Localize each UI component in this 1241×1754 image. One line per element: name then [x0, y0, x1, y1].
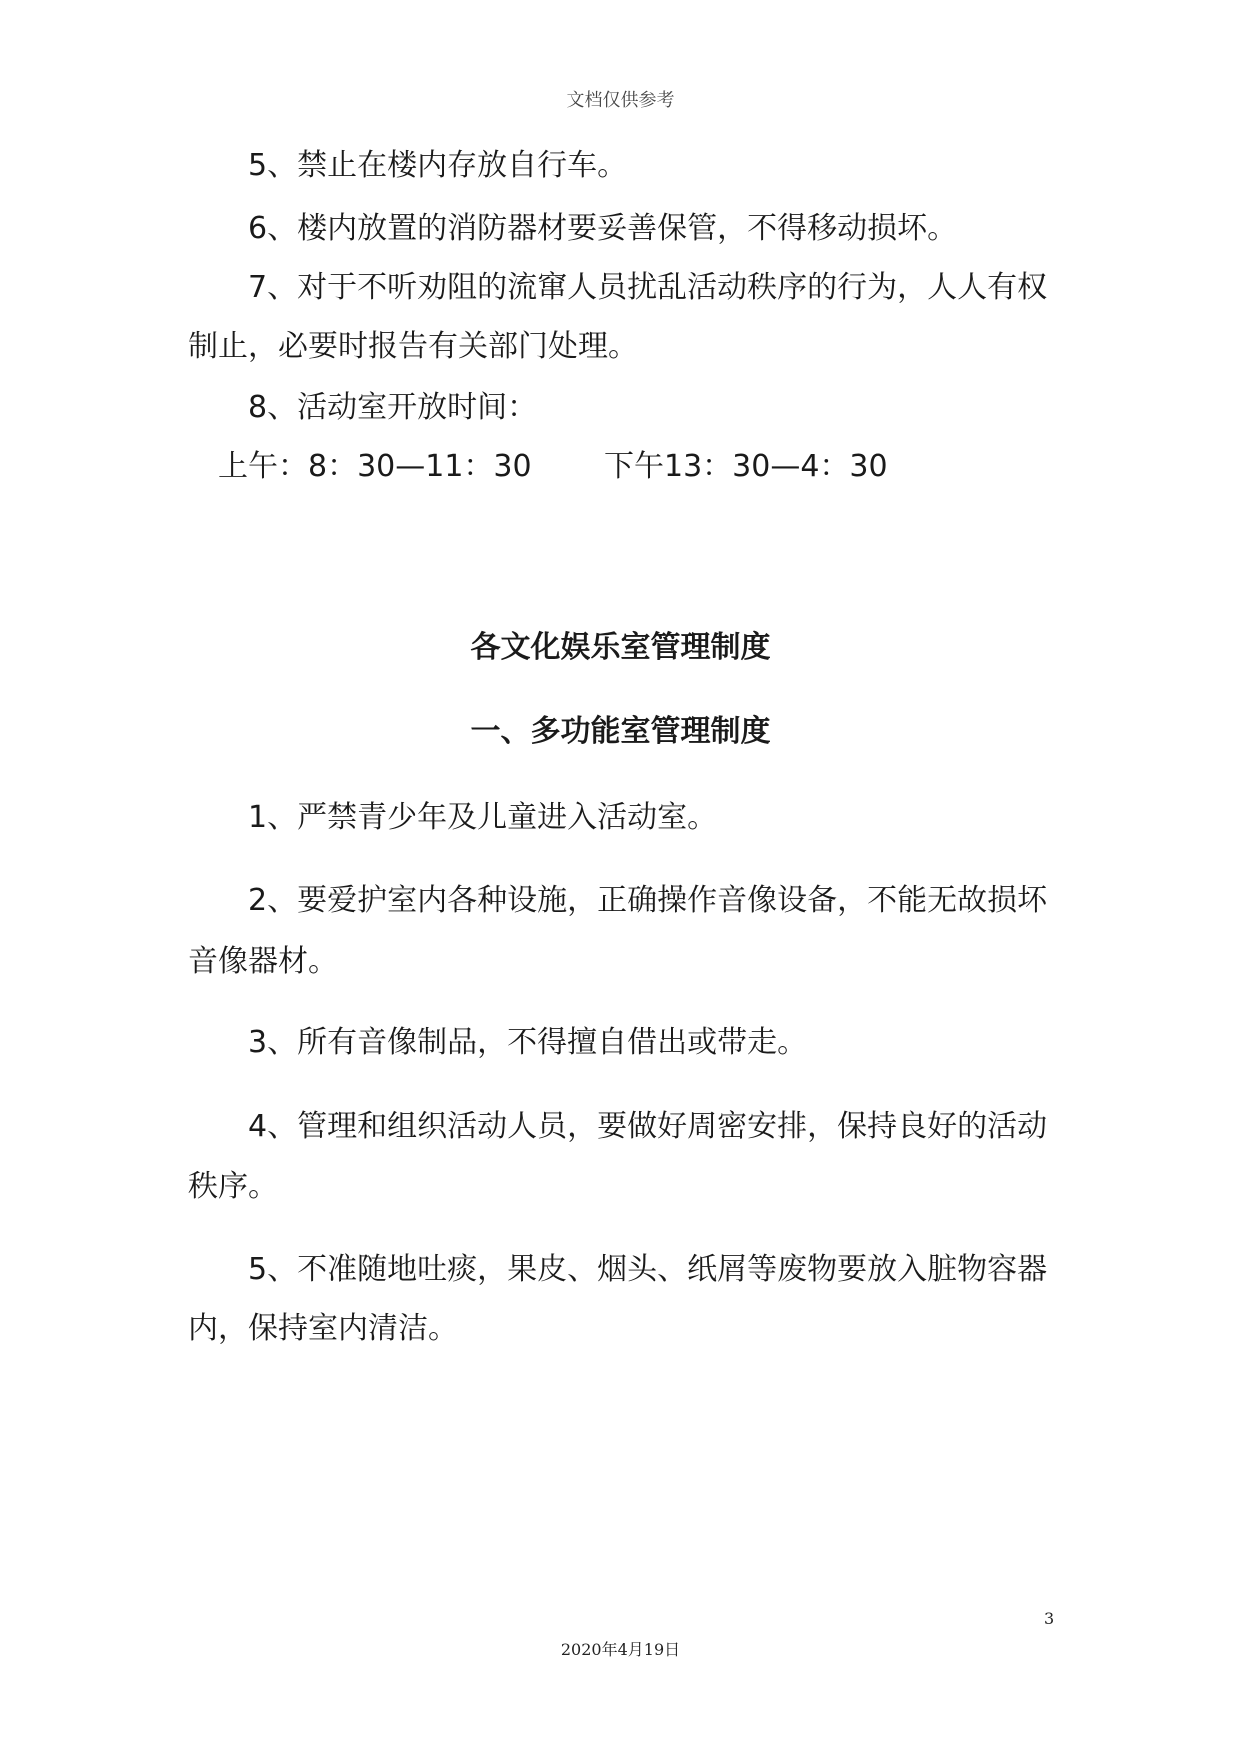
rule-8-line-1: 8、活动室开放时间： — [248, 390, 538, 425]
mf-rule-2-line-2: 音像器材。 — [188, 944, 338, 979]
rule-5-line-1: 5、禁止在楼内存放自行车。 — [248, 148, 628, 183]
mf-rule-1-line-1: 1、严禁青少年及儿童进入活动室。 — [248, 800, 718, 835]
mf-rule-3-line-1: 3、所有音像制品，不得擅自借出或带走。 — [248, 1025, 808, 1060]
rule-7-line-1: 7、对于不听劝阻的流窜人员扰乱活动秩序的行为，人人有权 — [248, 270, 1048, 305]
mf-rule-4-line-2: 秩序。 — [188, 1169, 278, 1204]
hours-afternoon: 下午13：30—4：30 — [604, 449, 888, 484]
hours-morning: 上午：8：30—11：30 — [218, 449, 532, 484]
rule-7-line-2: 制止，必要时报告有关部门处理。 — [188, 329, 638, 364]
mf-rule-2-line-1: 2、要爱护室内各种设施，正确操作音像设备，不能无故损坏 — [248, 883, 1048, 918]
mf-rule-5-line-1: 5、不准随地吐痰，果皮、烟头、纸屑等废物要放入脏物容器 — [248, 1252, 1048, 1287]
document-title: 各文化娱乐室管理制度 — [470, 630, 771, 665]
footer-date: 2020年4月19日 — [560, 1640, 681, 1659]
section-subtitle: 一、多功能室管理制度 — [470, 714, 771, 749]
page-number: 3 — [1044, 1609, 1055, 1628]
mf-rule-4-line-1: 4、管理和组织活动人员，要做好周密安排，保持良好的活动 — [248, 1109, 1048, 1144]
rule-6-line-1: 6、楼内放置的消防器材要妥善保管，不得移动损坏。 — [248, 211, 958, 246]
page-header: 文档仅供参考 — [566, 90, 675, 111]
mf-rule-5-line-2: 内，保持室内清洁。 — [188, 1311, 458, 1346]
